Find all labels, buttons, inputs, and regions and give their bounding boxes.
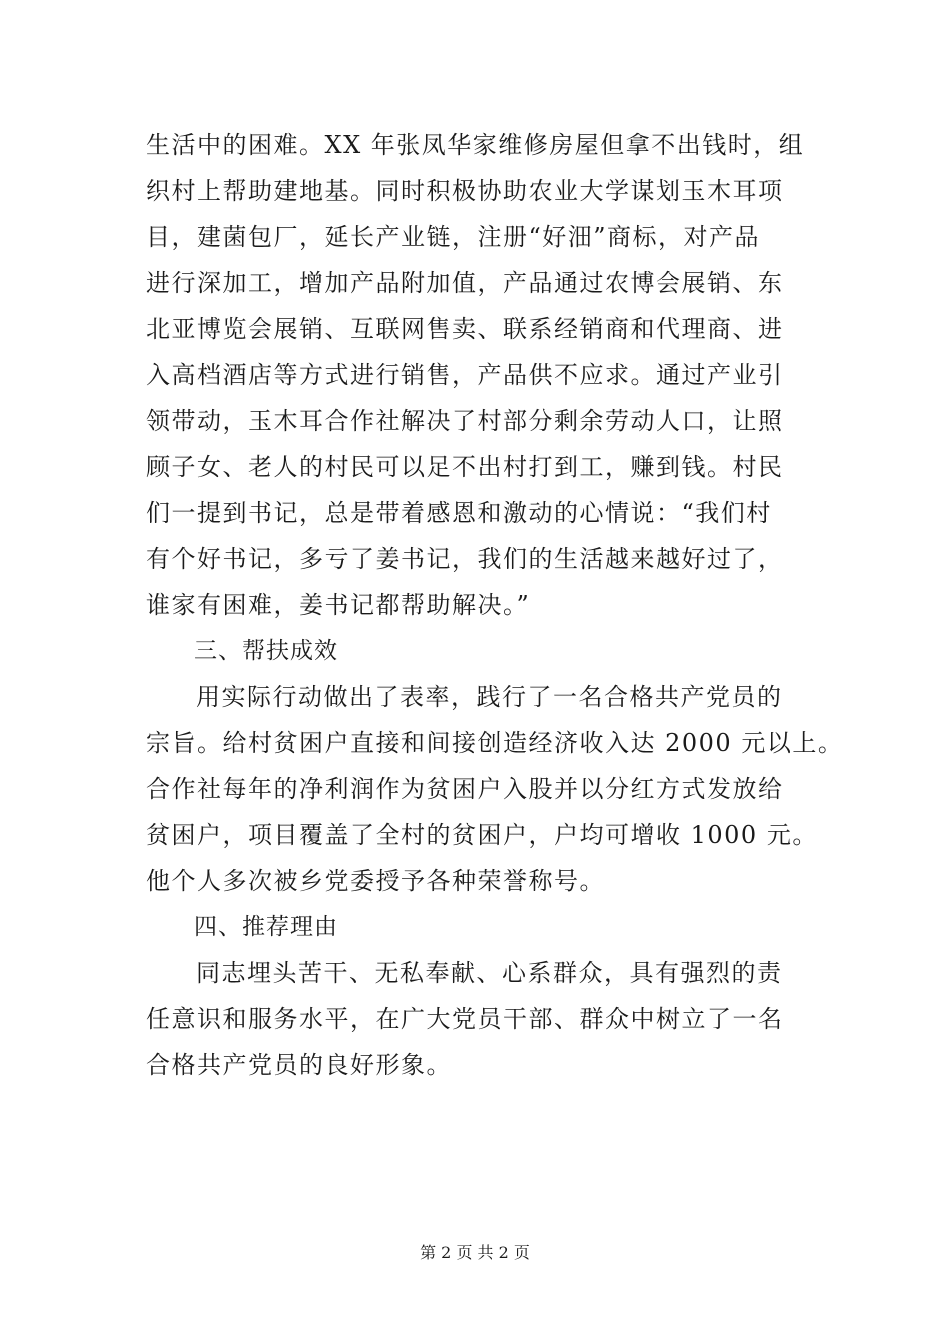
section-heading-4: 四、推荐理由 [194, 914, 338, 940]
paragraph-2 [146, 674, 844, 904]
paragraph-line: 生活中的困难。XX 年张凤华家维修房屋但拿不出钱时，组 [146, 131, 805, 159]
paragraph-3 [146, 950, 814, 1088]
paragraph-line: 顾子女、老人的村民可以足不出村打到工，赚到钱。村民 [146, 453, 784, 481]
paragraph-line: 们一提到书记，总是带着感恩和激动的心情说：“我们村 [146, 499, 772, 527]
paragraph-line: 贫困户，项目覆盖了全村的贫困户，户均可增收 1000 元。 [146, 821, 818, 849]
paragraph-line: 合作社每年的净利润作为贫困户入股并以分红方式发放给 [146, 775, 784, 803]
section-heading-3: 三、帮扶成效 [194, 638, 338, 664]
paragraph-line: 织村上帮助建地基。同时积极协助农业大学谋划玉木耳项 [146, 177, 784, 205]
paragraph-line: 合格共产党员的良好形象。 [146, 1051, 452, 1079]
paragraph-line: 用实际行动做出了表率，践行了一名合格共产党员的 [196, 683, 783, 711]
paragraph-line: 目，建菌包厂，延长产业链，注册“好沺”商标，对产品 [146, 223, 761, 251]
paragraph-line: 任意识和服务水平，在广大党员干部、群众中树立了一名 [146, 1005, 784, 1033]
paragraph-line: 他个人多次被乡党委授予各种荣誉称号。 [146, 867, 605, 895]
paragraph-line: 入高档酒店等方式进行销售，产品供不应求。通过产业引 [146, 361, 784, 389]
paragraph-line: 同志埋头苦干、无私奉献、心系群众，具有强烈的责 [196, 959, 783, 987]
paragraph-line: 进行深加工，增加产品附加值，产品通过农博会展销、东 [146, 269, 784, 297]
paragraph-line: 有个好书记，多亏了姜书记，我们的生活越来越好过了， [146, 545, 784, 573]
document-body [146, 122, 844, 1088]
paragraph-line: 北亚博览会展销、互联网售卖、联系经销商和代理商、进 [146, 315, 784, 343]
paragraph-line: 领带动，玉木耳合作社解决了村部分剩余劳动人口，让照 [146, 407, 784, 435]
paragraph-line: 谁家有困难，姜书记都帮助解决。” [146, 591, 531, 619]
paragraph-1 [146, 122, 814, 628]
page-number-footer: 第 2 页 共 2 页 [420, 1243, 530, 1262]
paragraph-line: 宗旨。给村贫困户直接和间接创造经济收入达 2000 元以上。 [146, 729, 844, 757]
